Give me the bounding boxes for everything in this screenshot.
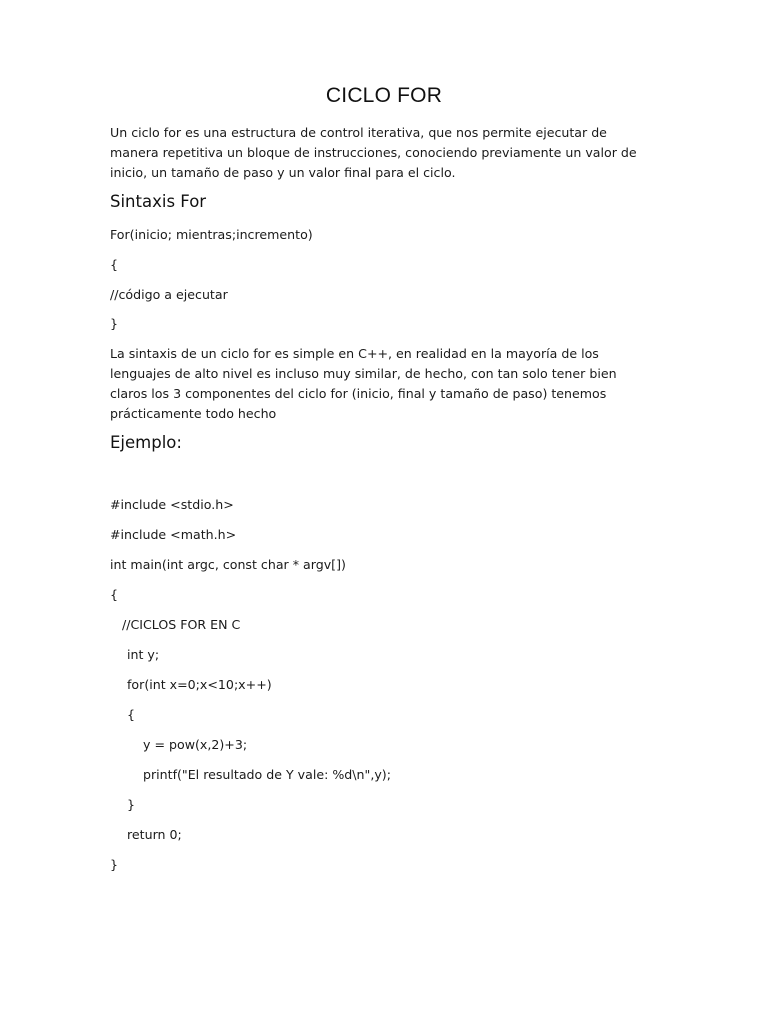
code-line: #include <math.h> [110,527,237,542]
code-line: for(int x=0;x<10;x++) [127,677,272,692]
explanation-line: lenguajes de alto nivel es incluso muy similar, de hecho, con tan solo tener bien [110,366,617,381]
explanation-paragraph [110,344,650,424]
intro-line: manera repetitiva un bloque de instrucciones, conociendo previamente un valor de [110,145,637,160]
code-line: return 0; [127,827,182,842]
explanation-line: prácticamente todo hecho [110,406,277,421]
code-line: } [110,857,119,872]
code-line: { [127,707,136,722]
intro-paragraph [110,123,650,183]
example-heading: Ejemplo: [110,433,182,452]
code-line: int main(int argc, const char * argv[]) [110,557,346,572]
code-line: //CICLOS FOR EN C [122,617,241,632]
explanation-line: claros los 3 componentes del ciclo for (inicio, final y tamaño de paso) tenemos [110,386,607,401]
code-line: y = pow(x,2)+3; [143,737,248,752]
page-title: CICLO FOR [325,84,443,107]
intro-line: Un ciclo for es una estructura de control iterativa, que nos permite ejecutar de [110,125,607,140]
intro-line: inicio, un tamaño de paso y un valor final para el ciclo. [110,165,456,180]
code-line: int y; [127,647,160,662]
syntax-line: For(inicio; mientras;incremento) [110,227,313,242]
code-line: #include <stdio.h> [110,497,234,512]
syntax-line: } [110,316,119,331]
syntax-line: { [110,257,119,272]
syntax-heading: Sintaxis For [110,192,207,211]
code-line: { [110,587,119,602]
explanation-line: La sintaxis de un ciclo for es simple en C++, en realidad en la mayoría de los [110,346,599,361]
code-line: } [127,797,136,812]
syntax-line: //código a ejecutar [110,287,228,302]
code-line: printf("El resultado de Y vale: %d\n",y); [143,767,391,782]
